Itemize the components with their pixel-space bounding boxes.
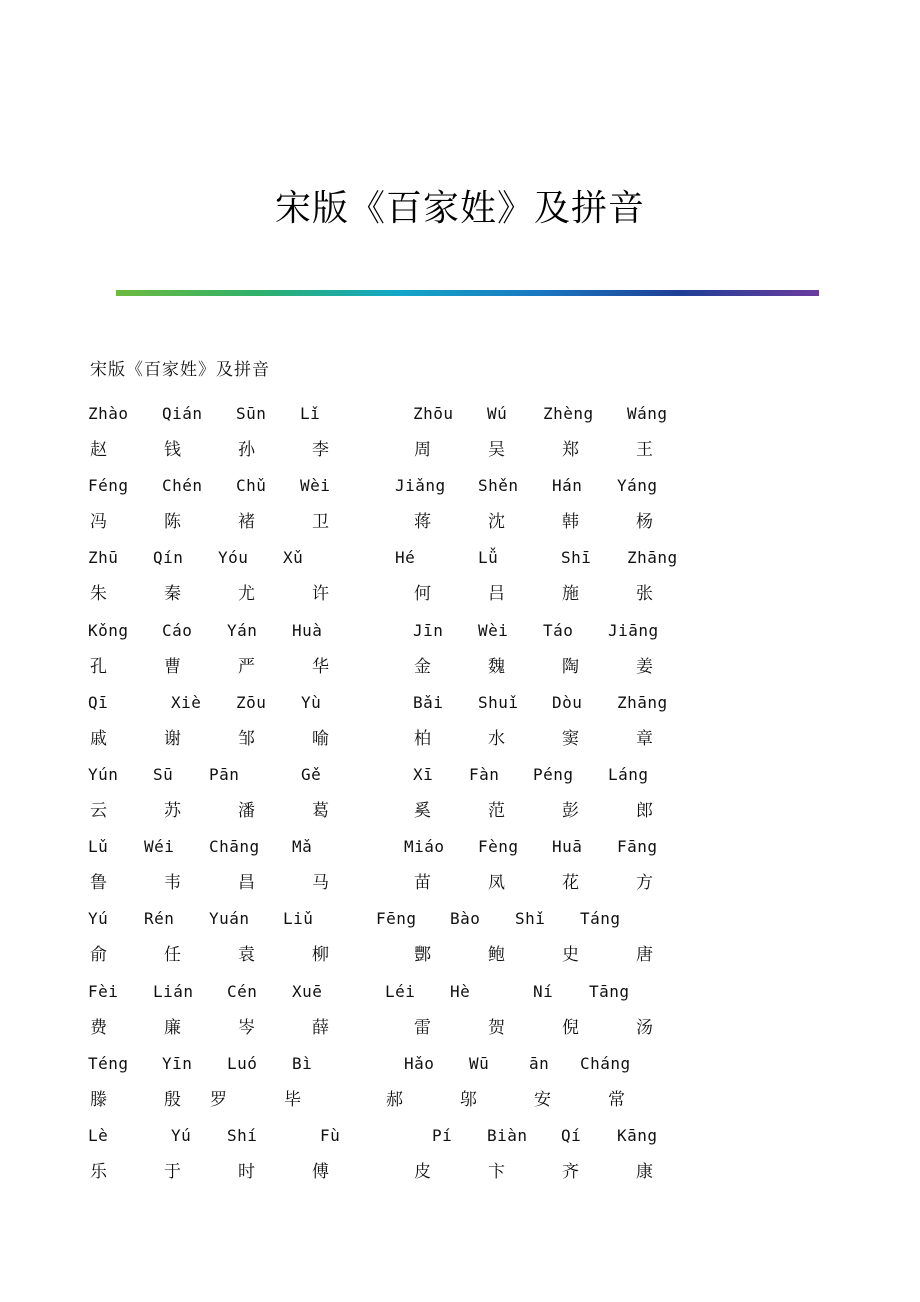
hanzi-cell: 贺 <box>488 1017 505 1038</box>
pinyin-cell: Huà <box>292 620 323 640</box>
hanzi-cell: 华 <box>312 656 329 677</box>
hanzi-cell: 魏 <box>488 656 505 677</box>
hanzi-cell: 陈 <box>164 512 181 533</box>
hanzi-cell: 严 <box>238 656 255 677</box>
hanzi-cell: 罗 <box>210 1089 227 1110</box>
pinyin-cell: Fèng <box>478 837 519 857</box>
hanzi-cell: 张 <box>636 584 653 605</box>
pinyin-cell: Wéi <box>144 837 175 857</box>
hanzi-cell: 费 <box>90 1017 107 1038</box>
pinyin-cell: Zhāng <box>617 692 668 712</box>
hanzi-cell: 时 <box>238 1162 255 1182</box>
hanzi-cell: 郎 <box>636 801 653 821</box>
pinyin-cell: Cháng <box>580 1053 631 1073</box>
pinyin-cell: Qín <box>153 548 184 568</box>
pinyin-cell: Yīn <box>162 1053 193 1073</box>
pinyin-cell: Zhèng <box>543 404 594 423</box>
pinyin-cell: Chāng <box>209 837 260 857</box>
pinyin-cell: Yán <box>227 620 258 640</box>
pinyin-cell: Jiǎng <box>395 476 446 496</box>
pinyin-cell: Xuē <box>292 981 323 1001</box>
pinyin-cell: Huā <box>552 837 583 857</box>
pinyin-cell: Kǒng <box>88 620 129 640</box>
pinyin-cell: Shuǐ <box>478 692 519 712</box>
hanzi-cell: 金 <box>414 656 431 677</box>
pinyin-cell: Wú <box>487 404 508 423</box>
hanzi-cell: 殷 <box>164 1089 181 1110</box>
pinyin-cell: Fāng <box>617 837 658 857</box>
hanzi-cell: 彭 <box>562 801 579 821</box>
hanzi-cell: 韦 <box>164 873 181 894</box>
pinyin-cell: Shǐ <box>515 909 546 929</box>
pinyin-cell: Yóu <box>218 548 249 568</box>
hanzi-cell: 许 <box>312 584 329 605</box>
hanzi-cell: 奚 <box>414 801 431 821</box>
hanzi-cell: 水 <box>488 728 505 749</box>
hanzi-cell: 蒋 <box>414 512 431 533</box>
pinyin-cell: Lǐ <box>300 404 321 423</box>
hanzi-cell: 毕 <box>284 1089 301 1110</box>
hanzi-cell: 凤 <box>488 873 505 894</box>
pinyin-cell: Miáo <box>404 837 445 857</box>
hanzi-cell: 乐 <box>90 1162 107 1182</box>
hanzi-cell: 孔 <box>90 656 107 677</box>
pinyin-cell: Jīn <box>413 620 444 640</box>
pinyin-cell: Féng <box>88 476 129 496</box>
hanzi-cell: 任 <box>164 945 181 966</box>
pinyin-cell: Qí <box>561 1126 582 1145</box>
pinyin-cell: Jiāng <box>608 620 659 640</box>
pinyin-cell: Yú <box>88 909 109 929</box>
pinyin-cell: Yú <box>171 1126 192 1145</box>
pinyin-cell: Dòu <box>552 692 583 712</box>
pinyin-cell: Shěn <box>478 476 519 496</box>
pinyin-cell: Chén <box>162 476 203 496</box>
hanzi-cell: 汤 <box>636 1017 653 1038</box>
hanzi-cell: 岑 <box>238 1017 255 1038</box>
pinyin-cell: Tāng <box>589 981 630 1001</box>
hanzi-cell: 王 <box>636 440 653 460</box>
hanzi-cell: 苏 <box>164 801 181 821</box>
pinyin-cell: Shí <box>227 1126 258 1145</box>
hanzi-cell: 赵 <box>90 440 107 460</box>
pinyin-cell: Táng <box>580 909 621 929</box>
pinyin-cell: Bì <box>292 1053 313 1073</box>
pinyin-cell: Biàn <box>487 1126 528 1145</box>
pinyin-cell: Cáo <box>162 620 193 640</box>
pinyin-cell: Láng <box>608 765 649 784</box>
hanzi-cell: 酆 <box>414 945 431 966</box>
hanzi-cell: 苗 <box>414 873 431 894</box>
hanzi-cell: 齐 <box>562 1162 579 1182</box>
hanzi-cell: 于 <box>164 1162 181 1182</box>
pinyin-cell: Zhāng <box>627 548 678 568</box>
pinyin-cell: Kāng <box>617 1126 658 1145</box>
pinyin-cell: Péng <box>533 765 574 784</box>
hanzi-cell: 施 <box>562 584 579 605</box>
hanzi-cell: 史 <box>562 945 579 966</box>
pinyin-cell: Fēng <box>376 909 417 929</box>
pinyin-cell: Yún <box>88 765 119 784</box>
hanzi-cell: 倪 <box>562 1017 579 1038</box>
hanzi-cell: 昌 <box>238 873 255 894</box>
hanzi-cell: 何 <box>414 584 431 605</box>
hanzi-cell: 邹 <box>238 728 255 749</box>
hanzi-cell: 花 <box>562 873 579 894</box>
pinyin-cell: Fèi <box>88 981 119 1001</box>
pinyin-cell: Shī <box>561 548 592 568</box>
pinyin-cell: Wáng <box>627 404 668 423</box>
hanzi-cell: 卞 <box>488 1162 505 1182</box>
hanzi-cell: 韩 <box>562 512 579 533</box>
pinyin-cell: Hǎo <box>404 1053 435 1073</box>
pinyin-cell: Pān <box>209 765 240 784</box>
hanzi-cell: 雷 <box>414 1017 431 1038</box>
pinyin-cell: Qī <box>88 692 109 712</box>
pinyin-cell: Sūn <box>236 404 267 423</box>
hanzi-cell: 沈 <box>488 512 505 533</box>
pinyin-cell: Fù <box>320 1126 341 1145</box>
pinyin-cell: Xǔ <box>283 548 304 568</box>
pinyin-cell: Téng <box>88 1053 129 1073</box>
pinyin-cell: Léi <box>385 981 416 1001</box>
pinyin-cell: Yuán <box>209 909 250 929</box>
pinyin-cell: Rén <box>144 909 175 929</box>
hanzi-cell: 吕 <box>488 584 505 605</box>
hanzi-cell: 葛 <box>312 801 329 821</box>
pinyin-cell: Lè <box>88 1126 109 1145</box>
pinyin-cell: Wèi <box>478 620 509 640</box>
pinyin-cell: Bào <box>450 909 481 929</box>
hanzi-cell: 柏 <box>414 728 431 749</box>
hanzi-cell: 廉 <box>164 1017 181 1038</box>
hanzi-cell: 杨 <box>636 512 653 533</box>
pinyin-cell: Zōu <box>236 692 267 712</box>
pinyin-cell: Hè <box>450 981 471 1001</box>
hanzi-cell: 傅 <box>312 1162 329 1182</box>
hanzi-cell: 鲁 <box>90 873 107 894</box>
pinyin-cell: ān <box>529 1053 550 1073</box>
hanzi-cell: 鲍 <box>488 945 505 966</box>
hanzi-cell: 戚 <box>90 728 107 749</box>
hanzi-cell: 范 <box>488 801 505 821</box>
pinyin-cell: Zhōu <box>413 404 454 423</box>
pinyin-cell: Wèi <box>300 476 331 496</box>
pinyin-cell: Lǚ <box>478 548 499 568</box>
hanzi-cell: 钱 <box>164 440 181 460</box>
pinyin-cell: Yáng <box>617 476 658 496</box>
hanzi-cell: 常 <box>608 1089 625 1110</box>
pinyin-cell: Táo <box>543 620 574 640</box>
pinyin-cell: Mǎ <box>292 837 313 857</box>
hanzi-cell: 朱 <box>90 584 107 605</box>
hanzi-cell: 安 <box>534 1089 551 1110</box>
hanzi-cell: 尤 <box>238 584 255 605</box>
hanzi-cell: 云 <box>90 801 107 821</box>
hanzi-cell: 秦 <box>164 584 181 605</box>
hanzi-cell: 冯 <box>90 512 107 533</box>
hanzi-cell: 褚 <box>238 512 255 533</box>
hanzi-cell: 郝 <box>386 1089 403 1110</box>
hanzi-cell: 姜 <box>636 656 653 677</box>
hanzi-cell: 曹 <box>164 656 181 677</box>
hanzi-cell: 郑 <box>562 440 579 460</box>
pinyin-cell: Liǔ <box>283 909 314 929</box>
pinyin-cell: Lǔ <box>88 837 109 857</box>
pinyin-cell: Zhào <box>88 404 129 423</box>
pinyin-cell: Pí <box>432 1126 453 1145</box>
hanzi-cell: 马 <box>312 873 329 894</box>
pinyin-cell: Wū <box>469 1053 490 1073</box>
pinyin-cell: Ní <box>533 981 554 1001</box>
hanzi-cell: 方 <box>636 873 653 894</box>
pinyin-cell: Hé <box>395 548 416 568</box>
hanzi-cell: 皮 <box>414 1162 431 1182</box>
document-title: 宋版《百家姓》及拼音 <box>274 188 645 229</box>
hanzi-cell: 柳 <box>312 945 329 966</box>
hanzi-cell: 邬 <box>460 1089 477 1110</box>
pinyin-cell: Qián <box>162 404 203 423</box>
hanzi-cell: 窦 <box>562 728 579 749</box>
hanzi-cell: 俞 <box>90 945 107 966</box>
hanzi-cell: 袁 <box>238 945 255 966</box>
hanzi-cell: 滕 <box>90 1089 107 1110</box>
hanzi-cell: 康 <box>636 1162 653 1182</box>
pinyin-cell: Xī <box>413 765 434 784</box>
hanzi-cell: 薛 <box>312 1017 329 1038</box>
hanzi-cell: 吴 <box>488 440 505 460</box>
pinyin-cell: Zhū <box>88 548 119 568</box>
pinyin-cell: Gě <box>301 765 322 784</box>
hanzi-cell: 章 <box>636 728 653 749</box>
pinyin-cell: Xiè <box>171 692 202 712</box>
hanzi-cell: 卫 <box>312 512 329 533</box>
pinyin-cell: Bǎi <box>413 692 444 712</box>
hanzi-cell: 周 <box>414 440 431 460</box>
hanzi-cell: 唐 <box>636 945 653 966</box>
document-subtitle: 宋版《百家姓》及拼音 <box>90 360 270 380</box>
pinyin-cell: Luó <box>227 1053 258 1073</box>
pinyin-cell: Fàn <box>469 765 500 784</box>
hanzi-cell: 李 <box>312 440 329 460</box>
pinyin-cell: Lián <box>153 981 194 1001</box>
hanzi-cell: 谢 <box>164 728 181 749</box>
pinyin-cell: Sū <box>153 765 174 784</box>
hanzi-cell: 潘 <box>238 801 255 821</box>
hanzi-cell: 孙 <box>238 440 255 460</box>
hanzi-cell: 喻 <box>312 728 329 749</box>
hanzi-cell: 陶 <box>562 656 579 677</box>
pinyin-cell: Cén <box>227 981 258 1001</box>
pinyin-cell: Yù <box>301 692 322 712</box>
pinyin-cell: Hán <box>552 476 583 496</box>
pinyin-cell: Chǔ <box>236 476 267 496</box>
